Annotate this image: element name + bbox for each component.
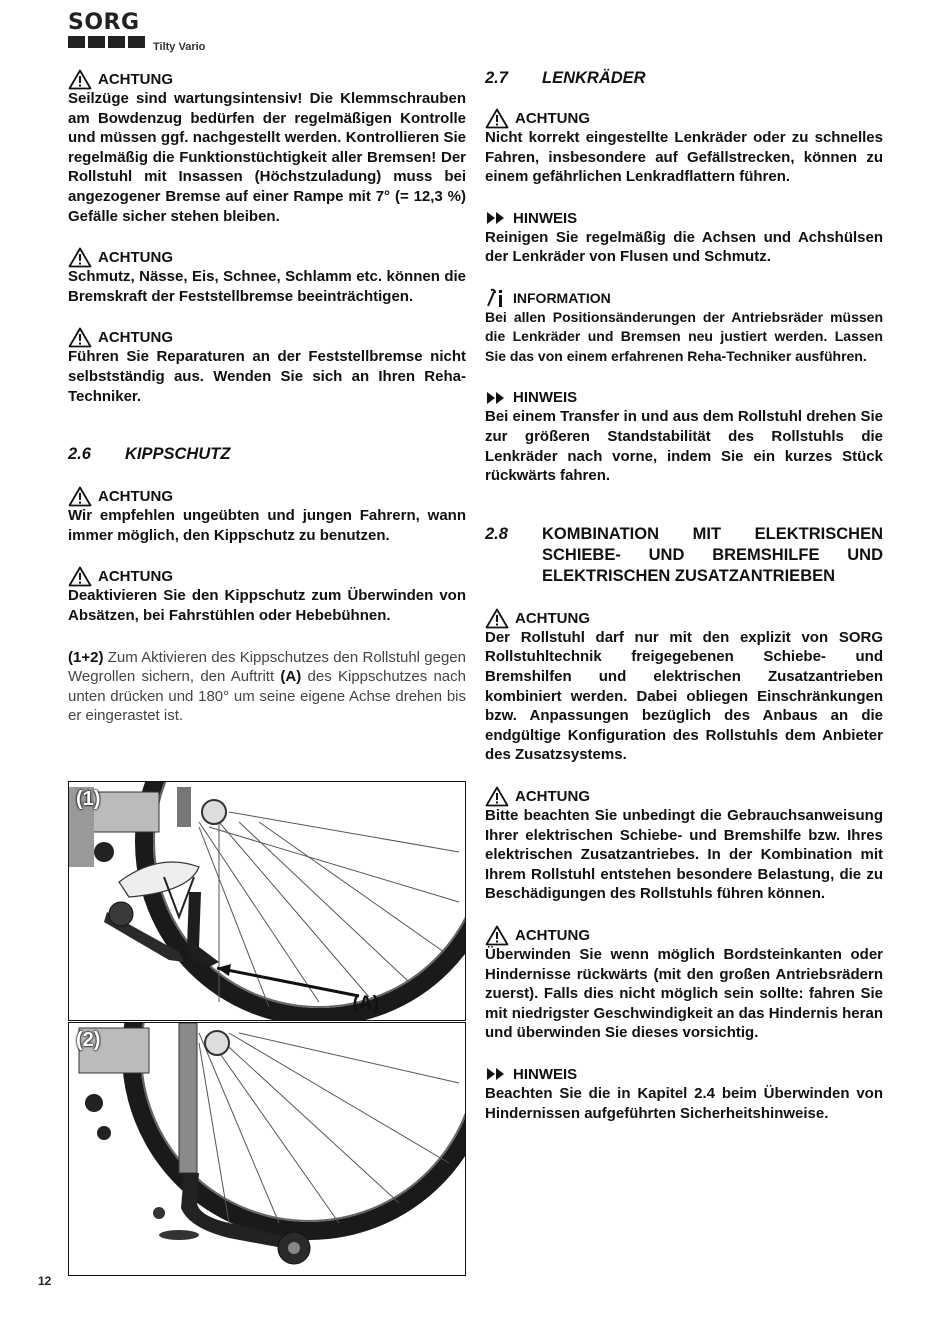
instruction-paragraph — [68, 648, 466, 726]
warning-block — [68, 70, 466, 226]
section-heading-kombination — [485, 524, 883, 587]
warning-text: Der Rollstuhl darf nur mit den explizit von SORG Rollstuhltechnik freigegebenen Schiebe- und Bremshilfen und elektrischen Zusatzantrieben kombiniert werden. Dabei obliegen Einschränkungen bzw. Anpassungen bezüglich des Anbaus an die endgültige Konfiguration des Rollstuhls dem Anbieter des Zusatzsystems. — [485, 628, 883, 764]
warning-text: Führen Sie Reparaturen an der Feststellbremse nicht selbstständig aus. Wenden Sie sich an Ihren Reha-Techniker. — [68, 348, 466, 405]
hint-block — [485, 1065, 883, 1123]
warning-block — [68, 487, 466, 545]
logo-blocks — [68, 36, 148, 48]
warning-block — [485, 926, 883, 1043]
warning-label-text: ACHTUNG — [98, 488, 173, 506]
part-reference: (A) — [280, 668, 302, 686]
hint-label — [485, 209, 883, 228]
warning-label-text: ACHTUNG — [515, 788, 590, 805]
warning-triangle-icon — [485, 108, 509, 129]
figure-panel-1 — [68, 781, 466, 1021]
warning-text: Überwinden Sie wenn möglich Bordsteinkanten oder Hindernisse rückwärts (mit den großen Antriebsrädern zuerst). Falls dies nicht möglich sein sollte: fahren Sie mit niedrigster Geschwindigkeit an das Hindernis heran und überwinden Sie dieses vorsichtig. — [485, 945, 883, 1042]
warning-label-text: ACHTUNG — [98, 71, 173, 88]
information-label — [485, 289, 883, 308]
left-column — [68, 68, 466, 726]
warning-block — [485, 609, 883, 765]
warning-label-text: ACHTUNG — [515, 926, 590, 944]
sorg-logo — [68, 12, 148, 54]
hint-text: Bei einem Transfer in und aus dem Rollstuhl drehen Sie zur größeren Standstabilität des Rollstuhls die Lenkräder nach vorne, indem Sie ein kurzes Stück rückwärts fahren. — [485, 408, 883, 485]
warning-text: Deaktivieren Sie den Kippschutz zum Überwinden von Absätzen, bei Fahrstühlen oder Hebebühnen. — [68, 587, 466, 624]
figure-callout: (A) — [352, 993, 379, 1014]
warning-text: Wir empfehlen ungeübten und jungen Fahrern, wann immer möglich, den Kippschutz zu benutzen. — [68, 507, 466, 544]
information-text: Bei allen Positionsänderungen der Antriebsräder müssen die Lenkräder und Bremsen neu justiert werden. Lassen Sie das von einem erfahrenen Reha-Techniker ausführen. — [485, 308, 883, 364]
section-number: 2.7 — [485, 69, 508, 87]
wheel-illustration-1 — [69, 782, 465, 1020]
hint-text: Reinigen Sie regelmäßig die Achsen und Achshülsen der Lenkräder von Flusen und Schmutz. — [485, 228, 883, 266]
figure-panel-2 — [68, 1022, 466, 1276]
hint-block — [485, 209, 883, 267]
warning-label-text: ACHTUNG — [98, 249, 173, 267]
wheel-illustration-2 — [69, 1023, 465, 1275]
warning-triangle-icon — [485, 608, 509, 629]
hint-block — [485, 388, 883, 485]
information-label-text: INFORMATION — [513, 289, 611, 306]
information-block — [485, 289, 883, 367]
section-heading-kippschutz — [68, 444, 466, 465]
warning-triangle-icon — [485, 786, 509, 807]
kippschutz-figure — [68, 781, 466, 1277]
hint-label-text: HINWEIS — [513, 389, 578, 407]
warning-triangle-icon — [68, 486, 92, 507]
hint-label — [485, 1065, 883, 1084]
section-title: LENKRÄDER — [542, 69, 646, 87]
warning-triangle-icon — [68, 247, 92, 268]
warning-label — [485, 109, 883, 128]
warning-triangle-icon — [485, 925, 509, 946]
section-title: KIPPSCHUTZ — [125, 445, 231, 464]
warning-block — [68, 328, 466, 406]
warning-label — [68, 328, 466, 347]
hint-label-text: HINWEIS — [513, 209, 578, 227]
warning-label-text: ACHTUNG — [98, 568, 173, 586]
warning-label — [485, 926, 883, 945]
hint-label — [485, 388, 883, 407]
warning-label — [68, 567, 466, 586]
figure-reference: (1+2) — [68, 648, 104, 666]
warning-text: Nicht korrekt eingestellte Lenkräder oder zu schnelles Fahren, insbesondere auf Gefällstrecken, können zu einem gefährlichen Lenkradflattern führen. — [485, 129, 883, 186]
instruction-text: Zum Aktivieren des Kippschutzes den Rollstuhl gegen Wegrollen sichern, den Auftritt — [68, 648, 466, 686]
warning-text: Bitte beachten Sie unbedingt die Gebrauchsanweisung Ihrer elektrischen Schiebe- und Bremshilfe bzw. Ihres elektrischen Zusatzantriebes. In der Kombination mit Ihrem Rollstuhl entstehen besondere Belastung, die zu Beschädigungen des Rollstuhls führen können. — [485, 807, 883, 903]
warning-label-text: ACHTUNG — [515, 110, 590, 127]
warning-block — [68, 567, 466, 625]
section-number: 2.8 — [485, 524, 508, 543]
warning-triangle-icon — [68, 566, 92, 587]
section-number: 2.6 — [68, 445, 91, 464]
wrench-info-icon — [485, 287, 507, 309]
double-chevron-icon — [485, 391, 507, 405]
section-title: KOMBINATION MIT ELEKTRISCHEN SCHIEBE- UND BREMSHILFE UND ELEKTRISCHEN ZUSATZANTRIEBEN — [542, 524, 883, 585]
figure-tag: (2) — [76, 1029, 101, 1051]
warning-label-text: ACHTUNG — [515, 609, 590, 627]
warning-block — [485, 109, 883, 187]
warning-label — [68, 70, 466, 89]
warning-triangle-icon — [68, 69, 92, 90]
warning-triangle-icon — [68, 327, 92, 348]
hint-text: Beachten Sie die in Kapitel 2.4 beim Überwinden von Hindernissen aufgeführten Sicherheitshinweise. — [485, 1084, 883, 1122]
right-column — [485, 68, 883, 1145]
warning-label — [485, 609, 883, 628]
warning-text: Seilzüge sind wartungsintensiv! Die Klemmschrauben am Bowdenzug bedürfen der regelmäßigen Kontrolle und müssen ggf. nachgestellt werden. Kontrollieren Sie regelmäßig die Funktionstüchtigkeit aller Bremsen! Der Rollstuhl mit Insassen (Höchstzuladung) muss bei angezogener Bremse auf einer Rampe mit 7° (= 12,3 %) Gefälle sicher stehen bleiben. — [68, 90, 466, 225]
double-chevron-icon — [485, 1067, 507, 1081]
warning-block — [485, 787, 883, 904]
figure-tag: (1) — [76, 788, 101, 810]
warning-label — [68, 248, 466, 267]
double-chevron-icon — [485, 211, 507, 225]
section-heading-lenkraeder — [485, 68, 883, 89]
hint-label-text: HINWEIS — [513, 1065, 578, 1083]
warning-block — [68, 248, 466, 306]
warning-label — [68, 487, 466, 506]
logo-wordmark: SORG — [68, 10, 140, 35]
product-name: Tilty Vario — [153, 41, 206, 53]
warning-label — [485, 787, 883, 806]
warning-text: Schmutz, Nässe, Eis, Schnee, Schlamm etc. können die Bremskraft der Feststellbremse beeinträchtigen. — [68, 268, 466, 305]
warning-label-text: ACHTUNG — [98, 329, 173, 347]
page-number: 12 — [38, 1274, 52, 1288]
instruction-text: des Kippschutzes nach unten drücken und 180° um seine eigene Achse drehen bis er eingerastet ist. — [68, 668, 466, 725]
